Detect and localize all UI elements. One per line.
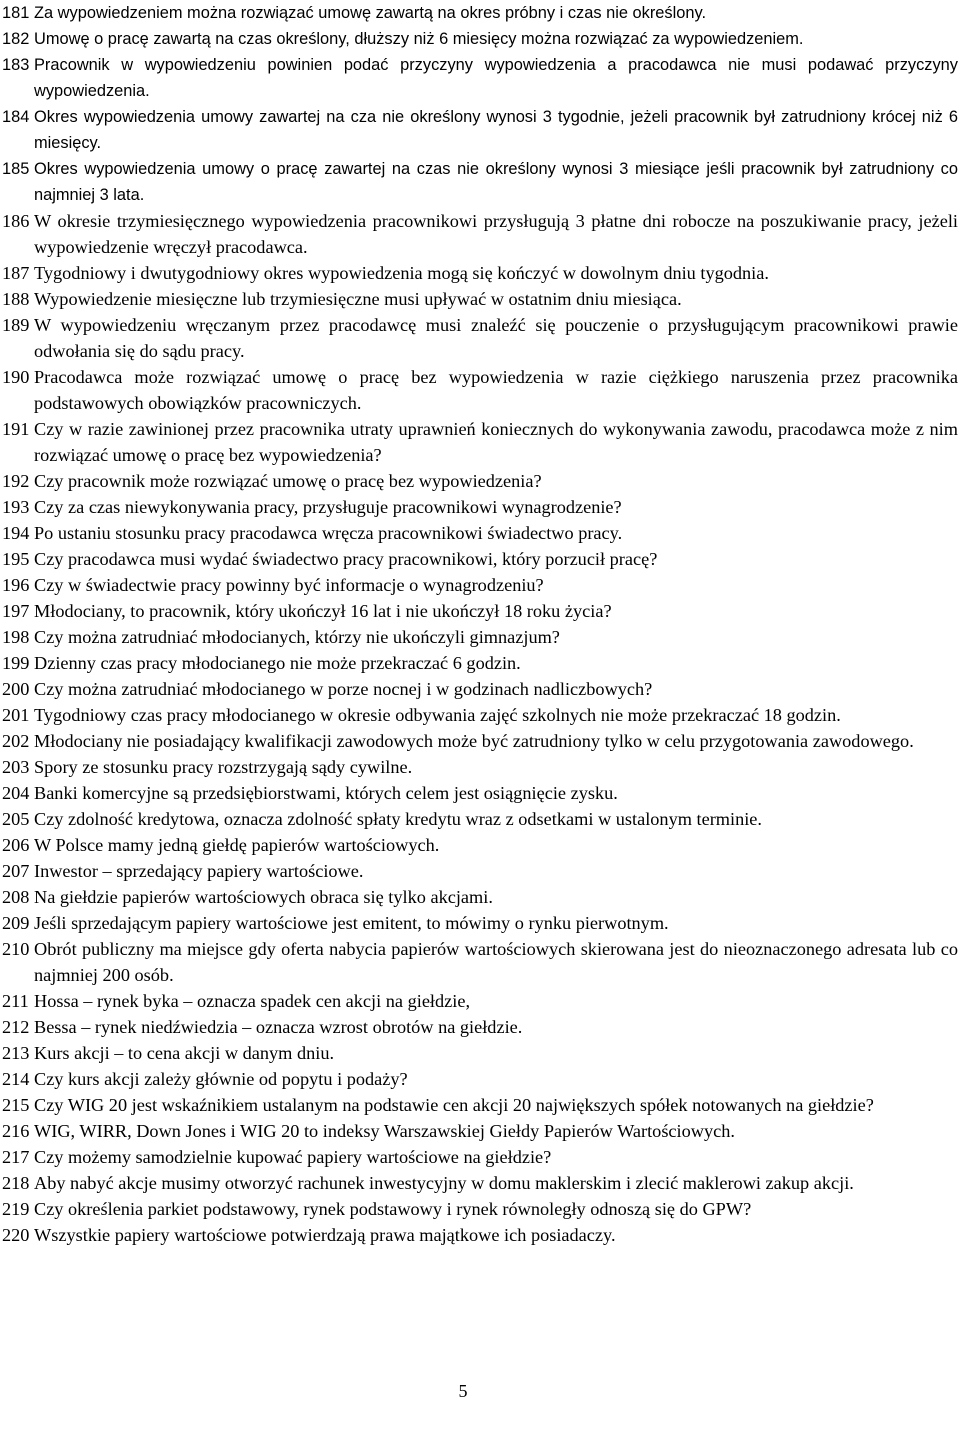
list-item xyxy=(2,1196,958,1222)
list-item xyxy=(2,988,958,1014)
item-number: 191 xyxy=(2,419,30,439)
item-number: 189 xyxy=(2,315,30,335)
item-text: Wszystkie papiery wartościowe potwierdzają prawa majątkowe ich posiadaczy. xyxy=(34,1225,616,1245)
item-number: 183 xyxy=(2,56,30,74)
item-number: 218 xyxy=(2,1173,30,1193)
list-item xyxy=(2,780,958,806)
item-number: 190 xyxy=(2,367,30,387)
list-item xyxy=(2,910,958,936)
item-number: 219 xyxy=(2,1199,30,1219)
item-number: 205 xyxy=(2,809,30,829)
item-text: W Polsce mamy jedną giełdę papierów wartościowych. xyxy=(34,835,440,855)
list-item xyxy=(2,728,958,754)
list-item xyxy=(2,494,958,520)
item-text: Spory ze stosunku pracy rozstrzygają sądy cywilne. xyxy=(34,757,413,777)
list-item xyxy=(2,104,958,156)
item-text: Hossa – rynek byka – oznacza spadek cen akcji na giełdzie, xyxy=(34,991,471,1011)
item-text: Tygodniowy czas pracy młodocianego w okresie odbywania zajęć szkolnych nie może przekraczać 18 godzin. xyxy=(34,705,841,725)
item-text: Czy w razie zawinionej przez pracownika utraty uprawnień koniecznych do wykonywania zawodu, pracodawca może z nim rozwiązać umowę o pracę bez wypowiedzenia? xyxy=(34,419,958,465)
item-text: Młodociany, to pracownik, który ukończył 16 lat i nie ukończył 18 roku życia? xyxy=(34,601,612,621)
item-text: Bessa – rynek niedźwiedzia – oznacza wzrost obrotów na giełdzie. xyxy=(34,1017,523,1037)
item-text: Po ustaniu stosunku pracy pracodawca wręcza pracownikowi świadectwo pracy. xyxy=(34,523,623,543)
list-item xyxy=(2,416,958,468)
item-number: 181 xyxy=(2,4,30,22)
item-number: 207 xyxy=(2,861,30,881)
list-item xyxy=(2,1144,958,1170)
list-item xyxy=(2,364,958,416)
list-item xyxy=(2,1222,958,1248)
item-number: 201 xyxy=(2,705,30,725)
list-item xyxy=(2,884,958,910)
item-text: WIG, WIRR, Down Jones i WIG 20 to indeksy Warszawskiej Giełdy Papierów Wartościowych. xyxy=(34,1121,735,1141)
item-text: Na giełdzie papierów wartościowych obraca się tylko akcjami. xyxy=(34,887,493,907)
list-item xyxy=(2,598,958,624)
item-text: Banki komercyjne są przedsiębiorstwami, których celem jest osiągnięcie zysku. xyxy=(34,783,618,803)
item-number: 182 xyxy=(2,30,30,48)
item-text: Okres wypowiedzenia umowy zawartej na cza nie określony wynosi 3 tygodnie, jeżeli pracownik był zatrudniony krócej niż 6 miesięcy. xyxy=(34,108,958,152)
list-item xyxy=(2,468,958,494)
list-item xyxy=(2,806,958,832)
item-number: 208 xyxy=(2,887,30,907)
list-item xyxy=(2,208,958,260)
list-item xyxy=(2,1092,958,1118)
item-text: Czy kurs akcji zależy głównie od popytu i podaży? xyxy=(34,1069,408,1089)
item-text: Czy WIG 20 jest wskaźnikiem ustalanym na podstawie cen akcji 20 największych spółek notowanych na giełdzie? xyxy=(34,1095,874,1115)
list-item xyxy=(2,832,958,858)
item-number: 184 xyxy=(2,108,30,126)
item-number: 215 xyxy=(2,1095,30,1115)
item-number: 203 xyxy=(2,757,30,777)
list-item xyxy=(2,650,958,676)
item-text: Młodociany nie posiadający kwalifikacji zawodowych może być zatrudniony tylko w celu przygotowania zawodowego. xyxy=(34,731,914,751)
item-text: Czy w świadectwie pracy powinny być informacje o wynagrodzeniu? xyxy=(34,575,544,595)
item-number: 216 xyxy=(2,1121,30,1141)
item-text: Inwestor – sprzedający papiery wartościowe. xyxy=(34,861,364,881)
item-text: Czy pracodawca musi wydać świadectwo pracy pracownikowi, który porzucił pracę? xyxy=(34,549,658,569)
list-item xyxy=(2,52,958,104)
list-item xyxy=(2,1014,958,1040)
question-list xyxy=(2,0,958,1248)
list-item xyxy=(2,702,958,728)
list-item xyxy=(2,26,958,52)
item-text: Pracownik w wypowiedzeniu powinien podać przyczyny wypowiedzenia a pracodawca nie musi podawać przyczyny wypowiedzenia. xyxy=(34,56,958,100)
item-number: 220 xyxy=(2,1225,30,1245)
item-number: 206 xyxy=(2,835,30,855)
item-number: 217 xyxy=(2,1147,30,1167)
item-number: 187 xyxy=(2,263,30,283)
item-text: Czy określenia parkiet podstawowy, rynek podstawowy i rynek równoległy odnoszą się do GPW? xyxy=(34,1199,752,1219)
list-item xyxy=(2,754,958,780)
item-text: Czy można zatrudniać młodocianego w porze nocnej i w godzinach nadliczbowych? xyxy=(34,679,653,699)
item-number: 188 xyxy=(2,289,30,309)
item-text: Aby nabyć akcje musimy otworzyć rachunek inwestycyjny w domu maklerskim i zlecić maklerowi zakup akcji. xyxy=(34,1173,854,1193)
item-number: 196 xyxy=(2,575,30,595)
item-number: 213 xyxy=(2,1043,30,1063)
item-text: Pracodawca może rozwiązać umowę o pracę bez wypowiedzenia w razie ciężkiego naruszenia przez pracownika podstawowych obowiązków pracowniczych. xyxy=(34,367,958,413)
item-number: 200 xyxy=(2,679,30,699)
item-number: 212 xyxy=(2,1017,30,1037)
item-text: Czy za czas niewykonywania pracy, przysługuje pracownikowi wynagrodzenie? xyxy=(34,497,622,517)
list-item xyxy=(2,312,958,364)
list-item xyxy=(2,1066,958,1092)
item-text: Za wypowiedzeniem można rozwiązać umowę zawartą na okres próbny i czas nie określony. xyxy=(34,4,707,22)
page-number: 5 xyxy=(458,1381,468,1401)
list-item xyxy=(2,520,958,546)
item-text: W okresie trzymiesięcznego wypowiedzenia pracownikowi przysługują 3 płatne dni robocze na poszukiwanie pracy, jeżeli wypowiedzenie wręczył pracodawca. xyxy=(34,211,958,257)
list-item xyxy=(2,286,958,312)
list-item xyxy=(2,1170,958,1196)
item-number: 194 xyxy=(2,523,30,543)
item-number: 193 xyxy=(2,497,30,517)
item-text: Czy zdolność kredytowa, oznacza zdolność spłaty kredytu wraz z odsetkami w ustalonym terminie. xyxy=(34,809,762,829)
item-number: 211 xyxy=(2,991,29,1011)
item-number: 198 xyxy=(2,627,30,647)
item-number: 204 xyxy=(2,783,30,803)
list-item xyxy=(2,1040,958,1066)
item-text: Czy pracownik może rozwiązać umowę o pracę bez wypowiedzenia? xyxy=(34,471,542,491)
list-item xyxy=(2,1118,958,1144)
list-item xyxy=(2,676,958,702)
item-text: Obrót publiczny ma miejsce gdy oferta nabycia papierów wartościowych skierowana jest do nieoznaczonego adresata lub co najmniej 200 osób. xyxy=(34,939,958,985)
list-item xyxy=(2,546,958,572)
item-number: 186 xyxy=(2,211,30,231)
list-item xyxy=(2,624,958,650)
item-text: Kurs akcji – to cena akcji w danym dniu. xyxy=(34,1043,335,1063)
item-number: 192 xyxy=(2,471,30,491)
item-number: 209 xyxy=(2,913,30,933)
item-number: 185 xyxy=(2,160,30,178)
item-number: 214 xyxy=(2,1069,30,1089)
item-text: Okres wypowiedzenia umowy o pracę zawartej na czas nie określony wynosi 3 miesiące jeśli pracownik był zatrudniony co najmniej 3 lata. xyxy=(34,160,958,204)
list-item xyxy=(2,0,958,26)
item-text: Wypowiedzenie miesięczne lub trzymiesięczne musi upływać w ostatnim dniu miesiąca. xyxy=(34,289,682,309)
item-number: 197 xyxy=(2,601,30,621)
item-number: 195 xyxy=(2,549,30,569)
list-item xyxy=(2,936,958,988)
list-item xyxy=(2,156,958,208)
list-item xyxy=(2,572,958,598)
item-text: Dzienny czas pracy młodocianego nie może przekraczać 6 godzin. xyxy=(34,653,521,673)
item-text: Czy możemy samodzielnie kupować papiery wartościowe na giełdzie? xyxy=(34,1147,552,1167)
item-number: 202 xyxy=(2,731,30,751)
item-text: Jeśli sprzedającym papiery wartościowe jest emitent, to mówimy o rynku pierwotnym. xyxy=(34,913,669,933)
item-text: Tygodniowy i dwutygodniowy okres wypowiedzenia mogą się kończyć w dowolnym dniu tygodnia. xyxy=(34,263,769,283)
item-number: 210 xyxy=(2,939,30,959)
item-text: W wypowiedzeniu wręczanym przez pracodawcę musi znaleźć się pouczenie o przysługującym pracownikowi prawie odwołania się do sądu pracy. xyxy=(34,315,958,361)
item-text: Czy można zatrudniać młodocianych, którzy nie ukończyli gimnazjum? xyxy=(34,627,560,647)
list-item xyxy=(2,260,958,286)
item-number: 199 xyxy=(2,653,30,673)
list-item xyxy=(2,858,958,884)
item-text: Umowę o pracę zawartą na czas określony, dłuższy niż 6 miesięcy można rozwiązać za wypowiedzeniem. xyxy=(34,30,804,48)
